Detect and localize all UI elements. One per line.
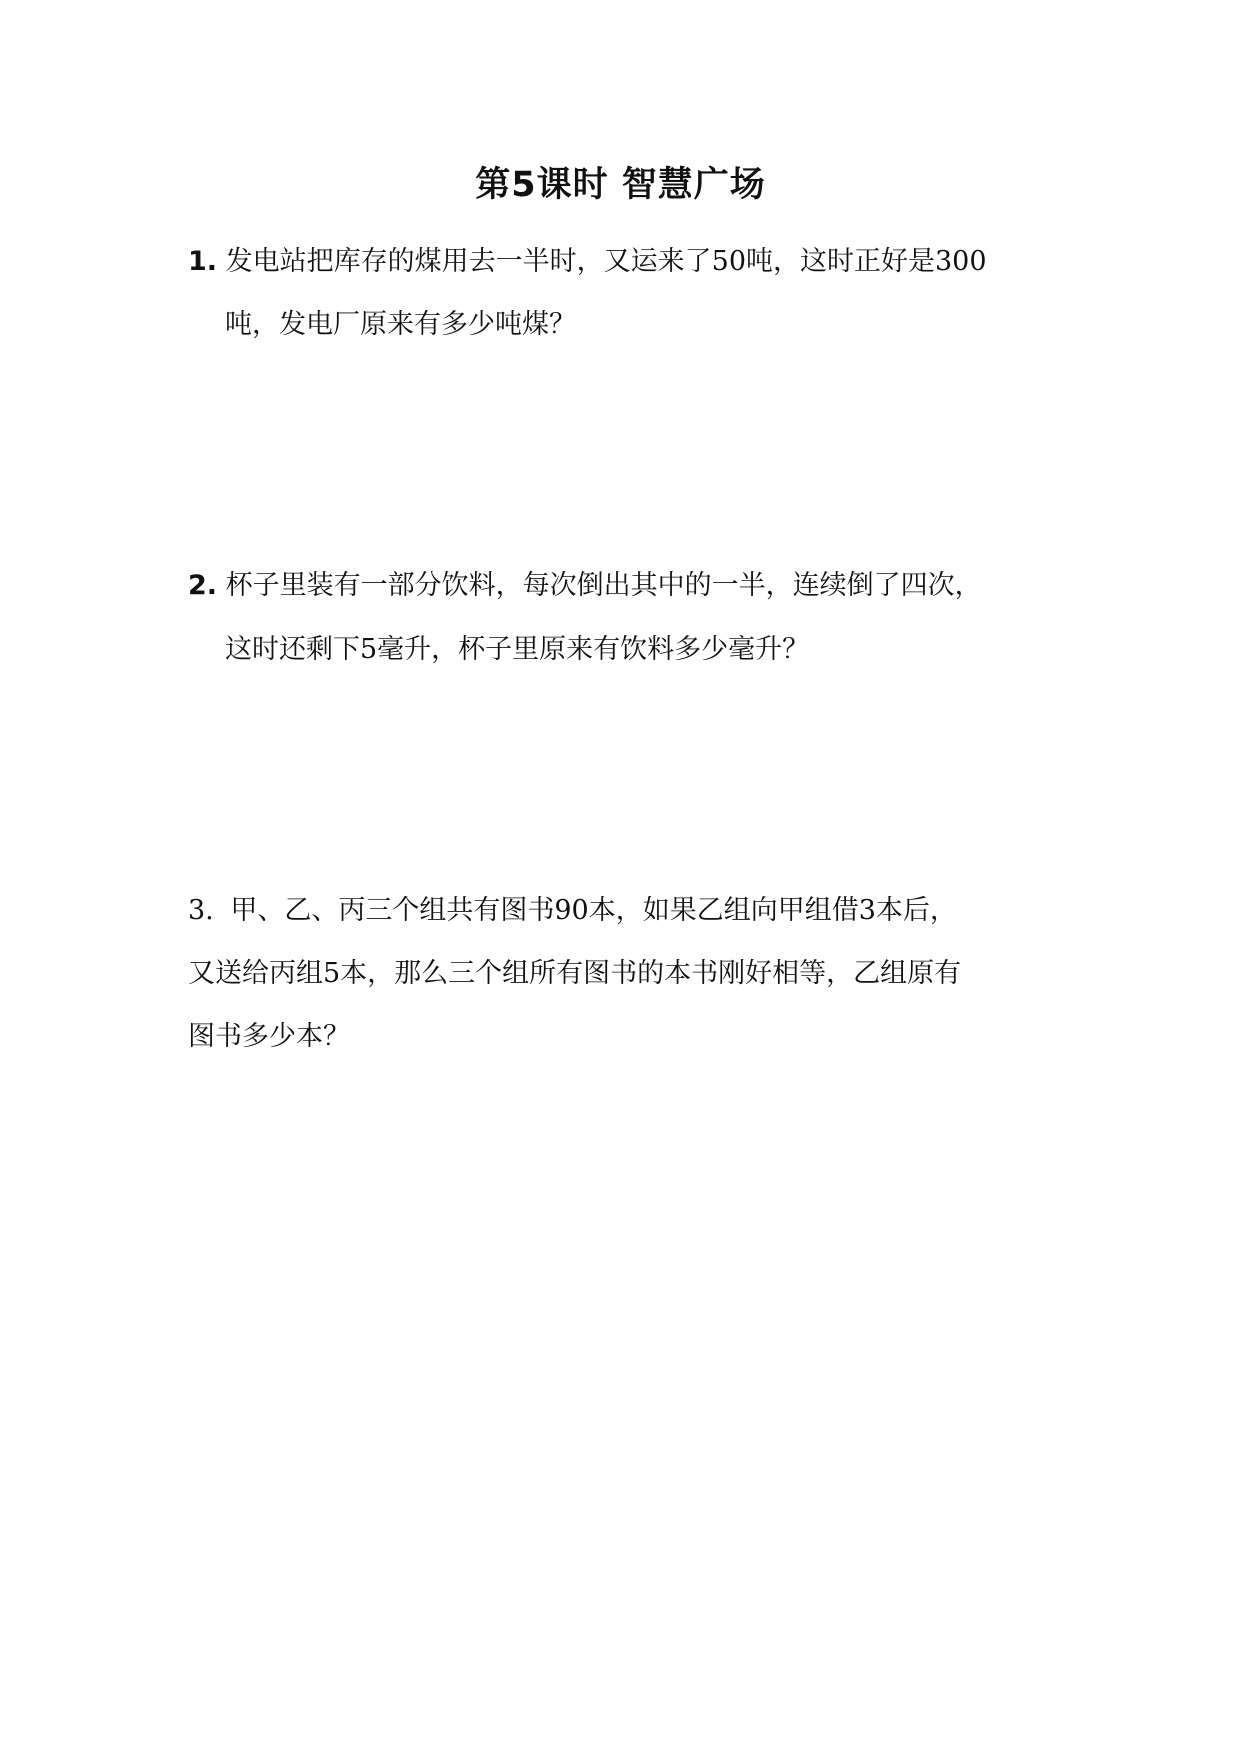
question-1-line-1 xyxy=(188,242,987,282)
question-3-text-line-2: 又送给丙组5本，那么三个组所有图书的本书刚好相等，乙组原有 xyxy=(188,958,962,989)
question-3-line-1 xyxy=(188,891,957,931)
question-3-text-line-3: 图书多少本？ xyxy=(188,1021,350,1052)
question-1-text-line-2: 吨，发电厂原来有多少吨煤？ xyxy=(225,309,576,340)
question-3-number: 3. xyxy=(188,895,214,926)
question-1-text-line-1: 发电站把库存的煤用去一半时，又运来了50吨，这时正好是300 xyxy=(225,246,987,277)
question-2-text-line-2: 这时还剩下5毫升，杯子里原来有饮料多少毫升？ xyxy=(225,634,810,665)
question-2-number: 2. xyxy=(188,570,218,601)
page-title: 第5课时 智慧广场 xyxy=(475,165,766,205)
question-3-text-line-1: 甲、乙、丙三个组共有图书90本，如果乙组向甲组借3本后， xyxy=(230,895,957,926)
question-2-line-1 xyxy=(188,566,982,606)
question-2-text-line-1: 杯子里装有一部分饮料，每次倒出其中的一半，连续倒了四次， xyxy=(225,570,982,601)
question-1-number: 1. xyxy=(188,246,218,277)
